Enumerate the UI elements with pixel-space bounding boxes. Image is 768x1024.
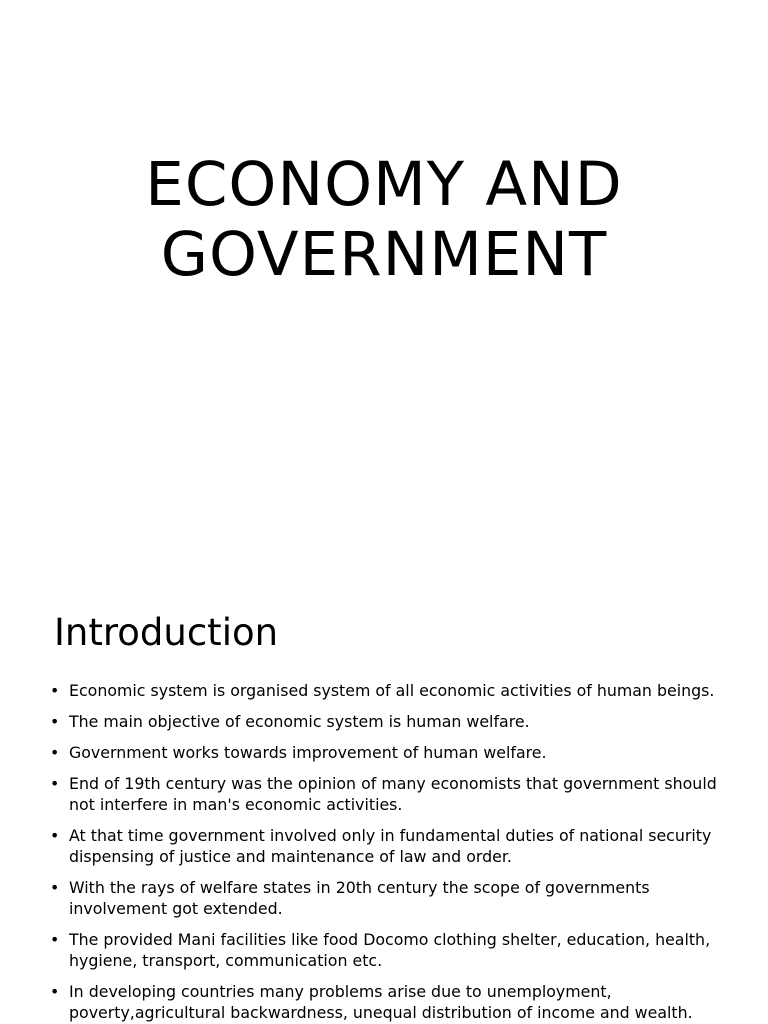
title-line-1: ECONOMY AND: [145, 149, 623, 220]
bullet-text: The provided Mani facilities like food Docomo clothing shelter, education, health, hygiene, transport, communication etc.: [69, 930, 711, 970]
list-item: [50, 981, 720, 1023]
introduction-slide: [0, 576, 768, 1024]
bullet-icon: •: [50, 712, 60, 731]
bullet-text: At that time government involved only in fundamental duties of national security dispensing of justice and maintenance of law and order.: [69, 826, 712, 866]
list-item: [50, 929, 720, 971]
bullet-list: [50, 680, 720, 1024]
list-item: [50, 877, 720, 919]
bullet-text: Economic system is organised system of all economic activities of human beings.: [69, 681, 715, 700]
bullet-text: In developing countries many problems arise due to unemployment, poverty,agricultural backwardness, unequal distribution of income and wealth.: [69, 982, 693, 1022]
section-heading: Introduction: [54, 611, 279, 654]
list-item: [50, 773, 720, 815]
bullet-icon: •: [50, 774, 60, 793]
bullet-text: The main objective of economic system is human welfare.: [69, 712, 530, 731]
page-title: [0, 150, 768, 290]
list-item: [50, 680, 720, 701]
bullet-text: With the rays of welfare states in 20th century the scope of governments involvement got extended.: [69, 878, 650, 918]
bullet-icon: •: [50, 982, 60, 1001]
list-item: [50, 711, 720, 732]
bullet-icon: •: [50, 826, 60, 845]
title-line-2: GOVERNMENT: [160, 219, 608, 290]
bullet-icon: •: [50, 681, 60, 700]
bullet-text: Government works towards improvement of human welfare.: [69, 743, 547, 762]
bullet-text: End of 19th century was the opinion of many economists that government should not interfere in man's economic activities.: [69, 774, 717, 814]
list-item: [50, 825, 720, 867]
bullet-icon: •: [50, 878, 60, 897]
bullet-icon: •: [50, 743, 60, 762]
bullet-icon: •: [50, 930, 60, 949]
list-item: [50, 742, 720, 763]
